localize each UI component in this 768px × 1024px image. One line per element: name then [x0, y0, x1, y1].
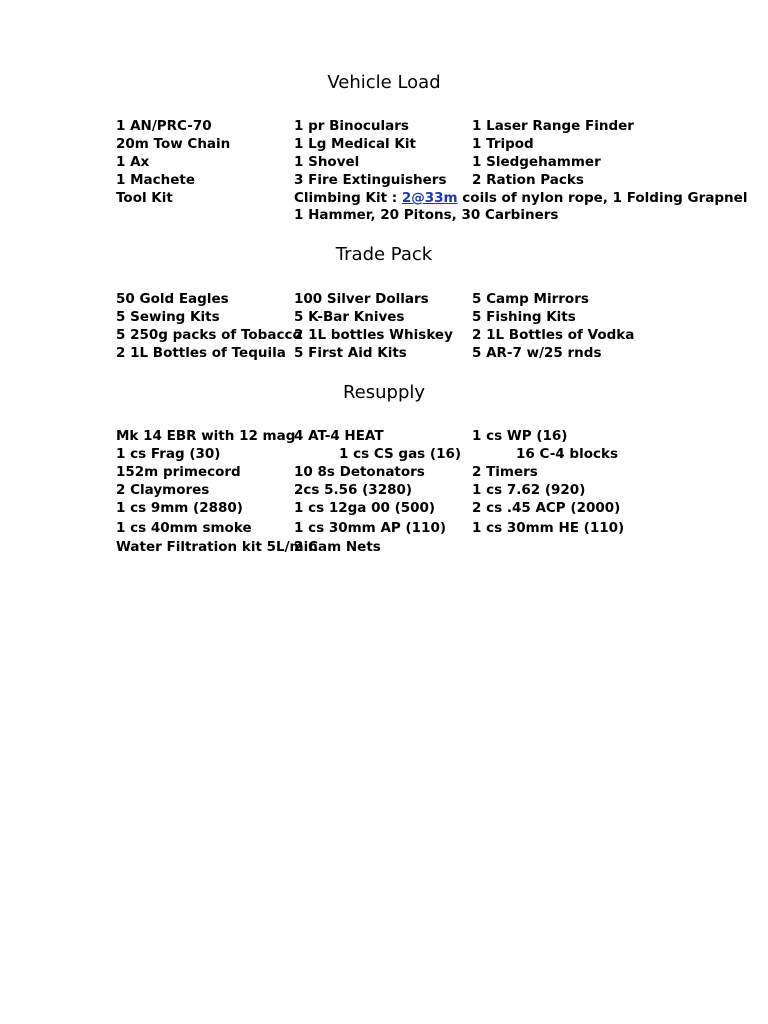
item-cell: 5 K-Bar Knives [294, 309, 405, 325]
item-cell: 1 cs Frag (30) [116, 446, 221, 462]
item-cell: 1 cs 9mm (2880) [116, 500, 243, 516]
item-cell: 5 Fishing Kits [472, 309, 576, 325]
climbing-kit-suffix: coils of nylon rope, 1 Folding Grapnel [457, 190, 748, 206]
item-cell: 1 AN/PRC-70 [116, 118, 212, 134]
item-cell: 1 cs 12ga 00 (500) [294, 500, 436, 516]
climbing-kit-line [294, 189, 747, 207]
section-title-trade-pack: Trade Pack [335, 244, 433, 265]
section-title-vehicle-load: Vehicle Load [327, 72, 441, 93]
item-cell: 2 1L Bottles of Tequila [116, 345, 286, 361]
item-cell: 5 First Aid Kits [294, 345, 407, 361]
item-cell: 2 1L Bottles of Vodka [472, 327, 635, 343]
climbing-kit-prefix: Climbing Kit : [294, 190, 402, 206]
vehicle-load-row [0, 189, 768, 207]
item-cell: 1 Ax [116, 154, 150, 170]
item-cell: 100 Silver Dollars [294, 291, 429, 307]
item-cell: 2 Ration Packs [472, 172, 584, 188]
item-cell: 1 Lg Medical Kit [294, 136, 416, 152]
item-cell: 1 Shovel [294, 154, 360, 170]
item-cell: 1 pr Binoculars [294, 118, 409, 134]
item-cell: 2cs 5.56 (3280) [294, 482, 413, 498]
item-cell: 152m primecord [116, 464, 241, 480]
resupply-row [0, 499, 768, 517]
item-cell: 1 Tripod [472, 136, 534, 152]
item-cell: 16 C-4 blocks [516, 446, 618, 462]
item-cell: 2 cs .45 ACP (2000) [472, 500, 621, 516]
vehicle-load-row [0, 135, 768, 153]
vehicle-load-row [0, 153, 768, 171]
item-cell: 1 cs CS gas (16) [339, 446, 462, 462]
item-cell: 1 Machete [116, 172, 196, 188]
item-cell: 1 cs 40mm smoke [116, 520, 252, 536]
item-cell: 10 8s Detonators [294, 464, 425, 480]
item-cell: 50 Gold Eagles [116, 291, 229, 307]
section-title-resupply: Resupply [342, 382, 426, 403]
item-cell: 2 Cam Nets [294, 539, 381, 555]
item-cell: 1 cs WP (16) [472, 428, 568, 444]
item-cell: 2 Claymores [116, 482, 210, 498]
item-cell: 2 Timers [472, 464, 538, 480]
item-cell: 5 Sewing Kits [116, 309, 220, 325]
resupply-row [0, 427, 768, 445]
climbing-kit-link[interactable]: 2@33m [401, 190, 458, 206]
item-cell: 1 Laser Range Finder [472, 118, 634, 134]
item-cell: 1 cs 30mm HE (110) [472, 520, 625, 536]
item-cell: 3 Fire Extinguishers [294, 172, 447, 188]
vehicle-load-row [0, 117, 768, 135]
resupply-row [0, 481, 768, 499]
tool-kit-label: Tool Kit [116, 190, 173, 206]
climbing-kit-line-2: 1 Hammer, 20 Pitons, 30 Carbiners [294, 207, 559, 223]
trade-pack-row [0, 326, 768, 344]
item-cell: 5 AR-7 w/25 rnds [472, 345, 602, 361]
item-cell: 5 250g packs of Tobacco [116, 327, 302, 343]
trade-pack-row [0, 290, 768, 308]
resupply-row [0, 538, 768, 556]
item-cell: 1 cs 30mm AP (110) [294, 520, 447, 536]
vehicle-load-row [0, 171, 768, 189]
vehicle-load-row [0, 206, 768, 224]
trade-pack-row [0, 308, 768, 326]
resupply-row [0, 445, 768, 463]
resupply-row [0, 519, 768, 537]
item-cell: 1 cs 7.62 (920) [472, 482, 586, 498]
trade-pack-row [0, 344, 768, 362]
item-cell: 20m Tow Chain [116, 136, 231, 152]
resupply-row [0, 463, 768, 481]
item-cell: Mk 14 EBR with 12 mag [116, 428, 296, 444]
item-cell: 2 1L bottles Whiskey [294, 327, 453, 343]
item-cell: Water Filtration kit 5L/min [116, 539, 318, 555]
item-cell: 4 AT-4 HEAT [294, 428, 384, 444]
item-cell: 1 Sledgehammer [472, 154, 601, 170]
item-cell: 5 Camp Mirrors [472, 291, 589, 307]
